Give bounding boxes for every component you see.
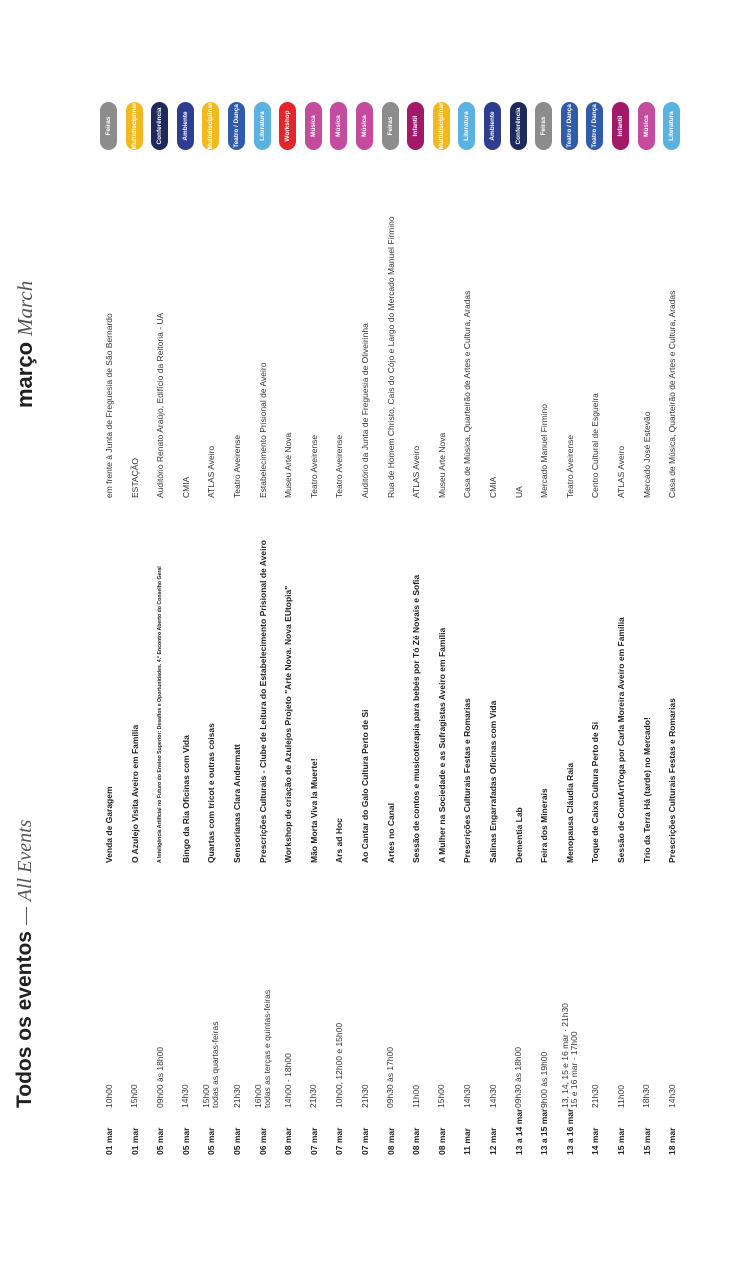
event-title: Prescrições Culturais Festas e Romarias [667, 698, 678, 863]
table-row [378, 0, 404, 1273]
event-title: Bingo da Ria Oficinas com Vida [180, 735, 191, 863]
event-title: Toque de Caixa Cultura Perto de Si [590, 721, 601, 863]
event-time [198, 958, 224, 1108]
event-time-primary: 15h00 [436, 1084, 447, 1108]
event-time [608, 958, 634, 1108]
event-time-secondary: todas as quartas-feiras [210, 1021, 221, 1108]
category-badge: Conferência [151, 102, 168, 150]
event-date: 05 mar [180, 1127, 191, 1155]
event-date: 05 mar [206, 1127, 217, 1155]
event-time-secondary: todas as terças e quintas-feiras [261, 989, 272, 1108]
event-title: O Azulejo Visita Aveiro em Família [129, 724, 140, 863]
event-venue: Casa de Música, Quarteirão de Artes e Cultura, Aradas [462, 290, 473, 498]
event-title: Sessão de ComtArtYoga por Carla Moreira Aveiro em Família [616, 617, 626, 863]
event-time [173, 958, 199, 1108]
event-time [275, 958, 301, 1108]
event-date: 01 mar [104, 1127, 114, 1155]
category-badge: Literatura [663, 102, 680, 150]
event-time [557, 958, 583, 1108]
event-time [224, 958, 250, 1108]
event-time-primary: 14h30 [666, 1084, 677, 1108]
month-en: March [12, 280, 37, 336]
event-title: Artes no Canal [385, 803, 396, 863]
event-time [378, 958, 404, 1108]
event-venue: Teatro Aveirense [308, 434, 319, 498]
event-date: 15 mar [641, 1127, 652, 1155]
category-badge: Multidisciplinar [126, 102, 143, 150]
event-time-primary: 16h00 [252, 1084, 263, 1108]
category-badge: Conferência [510, 102, 527, 150]
table-row [634, 0, 660, 1273]
event-venue: CMIA [180, 476, 191, 498]
event-time-primary: 09h00 às 18h00 [154, 1047, 165, 1108]
table-row [480, 0, 506, 1273]
event-venue: ESTAÇÃO [129, 458, 140, 498]
table-row [608, 0, 634, 1273]
event-date: 05 mar [232, 1127, 242, 1155]
event-time-primary: 14h30 [461, 1084, 472, 1108]
event-time-primary: 21h30 [231, 1084, 242, 1108]
event-date: 05 mar [155, 1127, 166, 1155]
event-venue: Museu Arte Nova [436, 432, 447, 498]
event-time-primary: 14h30 [180, 1084, 191, 1108]
month-pt: março [12, 341, 37, 408]
table-row [454, 0, 480, 1273]
category-badge: Ambiente [177, 102, 194, 150]
event-time-primary: 13, 14, 15 e 16 mar · 21h30 [559, 1003, 570, 1108]
event-venue: Teatro Aveirense [334, 434, 345, 498]
event-venue: Casa de Música, Quarteirão de Artes e Cultura, Aradas [667, 290, 678, 498]
event-time-primary: 14h00 - 18h00 [282, 1053, 293, 1108]
table-row [147, 0, 173, 1273]
category-badge: Multidisciplinar [433, 102, 450, 150]
event-venue: Auditório Renato Araújo, Edifício da Reitoria - UA [155, 312, 166, 498]
event-venue: Teatro Aveirense [564, 434, 575, 498]
category-badge: Multidisciplinar [202, 102, 219, 150]
event-time [506, 958, 532, 1108]
event-title: A Mulher na Sociedade e as Sufragistas Aveiro em Família [436, 627, 447, 863]
event-venue: Mercado Manuel Firmino [539, 403, 550, 498]
event-title: Sessão de contos e musicoterapia para bebés por Tó Zé Novais e Sofia [411, 574, 422, 863]
event-date: 15 mar [616, 1127, 626, 1155]
title-separator: — [13, 907, 36, 926]
event-date: 07 mar [308, 1127, 319, 1155]
table-row [198, 0, 224, 1273]
category-badge: Literatura [458, 102, 475, 150]
event-title: Workshop de criação de Azulejos Projeto "Arte Nova. Nova EUtopia" [283, 585, 294, 863]
event-date: 06 mar [257, 1127, 268, 1155]
event-time-primary: 10h00 [103, 1084, 114, 1108]
event-venue: Estabelecimento Prisional de Aveiro [257, 362, 268, 498]
category-badge: Feiras [535, 102, 552, 150]
event-time-primary: 11h00 [410, 1084, 421, 1108]
event-time [301, 958, 327, 1108]
event-venue: CMIA [488, 476, 498, 498]
event-time [659, 958, 685, 1108]
event-venue: Rua de Homem Christo, Cais do Cójo e Largo do Mercado Manuel Firmino [385, 216, 396, 498]
event-time [326, 958, 352, 1108]
event-title: Quartas com tricot e outras coisas [206, 723, 217, 863]
event-time-primary: 21h30 [308, 1084, 319, 1108]
category-badge: Feiras [382, 102, 399, 150]
event-date: 18 mar [667, 1127, 678, 1155]
event-date: 13 a 14 mar [513, 1108, 524, 1155]
table-row [403, 0, 429, 1273]
event-title: Salinas Engarrafadas Oficinas com Vida [488, 700, 498, 863]
event-date: 13 a 15 mar [539, 1108, 550, 1155]
event-title: Menopausa Cláudia Raia [564, 762, 575, 863]
table-row [557, 0, 583, 1273]
table-row [250, 0, 276, 1273]
event-time-primary: 15h00 [129, 1084, 140, 1108]
event-time [122, 958, 148, 1108]
event-venue: ATLAS Aveiro [616, 445, 626, 498]
title-pt: Todos os eventos [13, 931, 36, 1108]
event-venue: ATLAS Aveiro [411, 445, 422, 498]
table-row [326, 0, 352, 1273]
event-venue: UA [513, 486, 524, 498]
event-date: 08 mar [283, 1127, 294, 1155]
event-time-primary: 10h00, 12h00 e 15h00 [333, 1022, 344, 1108]
event-time [429, 958, 455, 1108]
month-heading [0, 148, 50, 408]
category-badge: Teatro / Dança [561, 102, 578, 150]
event-title: Feira dos Minerais [539, 788, 550, 863]
event-title: Dementia Lab [513, 807, 524, 863]
event-venue: Centro Cultural de Esgueira [590, 393, 601, 498]
category-badge: Música [305, 102, 322, 150]
event-time [454, 958, 480, 1108]
event-time-secondary: 15 e 16 mar · 17h00 [568, 1031, 579, 1108]
event-title: Sensorianas Clara Andermatt [232, 744, 242, 863]
table-row [429, 0, 455, 1273]
event-time-primary: 09h30 às 17h00 [385, 1047, 396, 1108]
event-date: 12 mar [488, 1127, 498, 1155]
event-title: Venda de Garagem [104, 786, 114, 863]
event-time [531, 958, 557, 1108]
event-time-primary: 18h30 [641, 1084, 652, 1108]
event-title: Mão Morta Viva la Muerte! [308, 758, 319, 863]
category-badge: Música [356, 102, 373, 150]
event-time-primary: 21h30 [359, 1084, 370, 1108]
event-time [403, 958, 429, 1108]
event-venue: Museu Arte Nova [283, 432, 294, 498]
table-row [122, 0, 148, 1273]
event-venue: ATLAS Aveiro [206, 445, 217, 498]
title-en: All Events [13, 819, 36, 902]
category-badge: Feiras [100, 102, 117, 150]
category-badge: Literatura [254, 102, 271, 150]
event-date: 11 mar [462, 1128, 473, 1155]
event-title: Prescrições Culturais Festas e Romarias [462, 698, 473, 863]
category-badge: Infantil [612, 102, 629, 150]
event-date: 07 mar [334, 1127, 345, 1155]
event-time [147, 958, 173, 1108]
event-date: 07 mar [360, 1127, 370, 1155]
table-row [582, 0, 608, 1273]
event-title: Prescrições Culturais - Clube de Leitura do Estabelecimento Prisional de Aveiro [257, 540, 268, 863]
event-venue: Mercado José Estevão [641, 411, 652, 498]
event-title: Trio da Terra Há (tarde) no Mercado! [641, 717, 652, 863]
event-venue: Auditório da Junta de Freguesia de Oliveirinha [360, 323, 370, 498]
category-badge: Música [638, 102, 655, 150]
category-badge: Workshop [279, 102, 296, 150]
table-row [506, 0, 532, 1273]
event-time [352, 958, 378, 1108]
table-row [173, 0, 199, 1273]
event-title: Ars ad Hoc [334, 818, 345, 863]
table-row [659, 0, 685, 1273]
event-date: 08 mar [436, 1127, 447, 1155]
event-time [250, 958, 276, 1108]
category-badge: Ambiente [484, 102, 501, 150]
category-badge: Teatro / Dança [228, 102, 245, 150]
event-date: 14 mar [590, 1127, 601, 1155]
page-title [0, 588, 50, 1108]
event-date: 13 a 16 mar [564, 1108, 575, 1155]
event-venue: em frente à Junta de Freguesia de São Bernardo [104, 313, 114, 498]
event-time-primary: 21h30 [589, 1084, 600, 1108]
event-time-primary: 15h00 [201, 1084, 212, 1108]
event-title: Ao Cantar do Galo Cultura Perto de Si [360, 709, 370, 863]
event-time-primary: 14h30 [487, 1084, 498, 1108]
event-time-primary: 09h30 às 18h00 [513, 1047, 524, 1108]
event-date: 08 mar [411, 1127, 422, 1155]
table-row [275, 0, 301, 1273]
event-time [634, 958, 660, 1108]
category-badge: Teatro / Dança [586, 102, 603, 150]
event-venue: Teatro Aveirense [232, 434, 242, 498]
event-time [480, 958, 506, 1108]
table-row [224, 0, 250, 1273]
event-time-primary: 11h00 [615, 1084, 626, 1108]
event-time [96, 958, 122, 1108]
category-badge: Música [330, 102, 347, 150]
table-row [352, 0, 378, 1273]
event-date: 08 mar [385, 1127, 396, 1155]
table-row [301, 0, 327, 1273]
event-time-primary: 9h00 às 19h00 [538, 1051, 549, 1108]
event-date: 01 mar [129, 1127, 140, 1155]
event-time [582, 958, 608, 1108]
table-row [531, 0, 557, 1273]
event-title: A Inteligência Artificial no Futuro do Ensino Superior: Desafios e Oportunidades. 4.º Encontro Aberto do Conselho Geral [157, 566, 164, 863]
table-row [96, 0, 122, 1273]
category-badge: Infantil [407, 102, 424, 150]
